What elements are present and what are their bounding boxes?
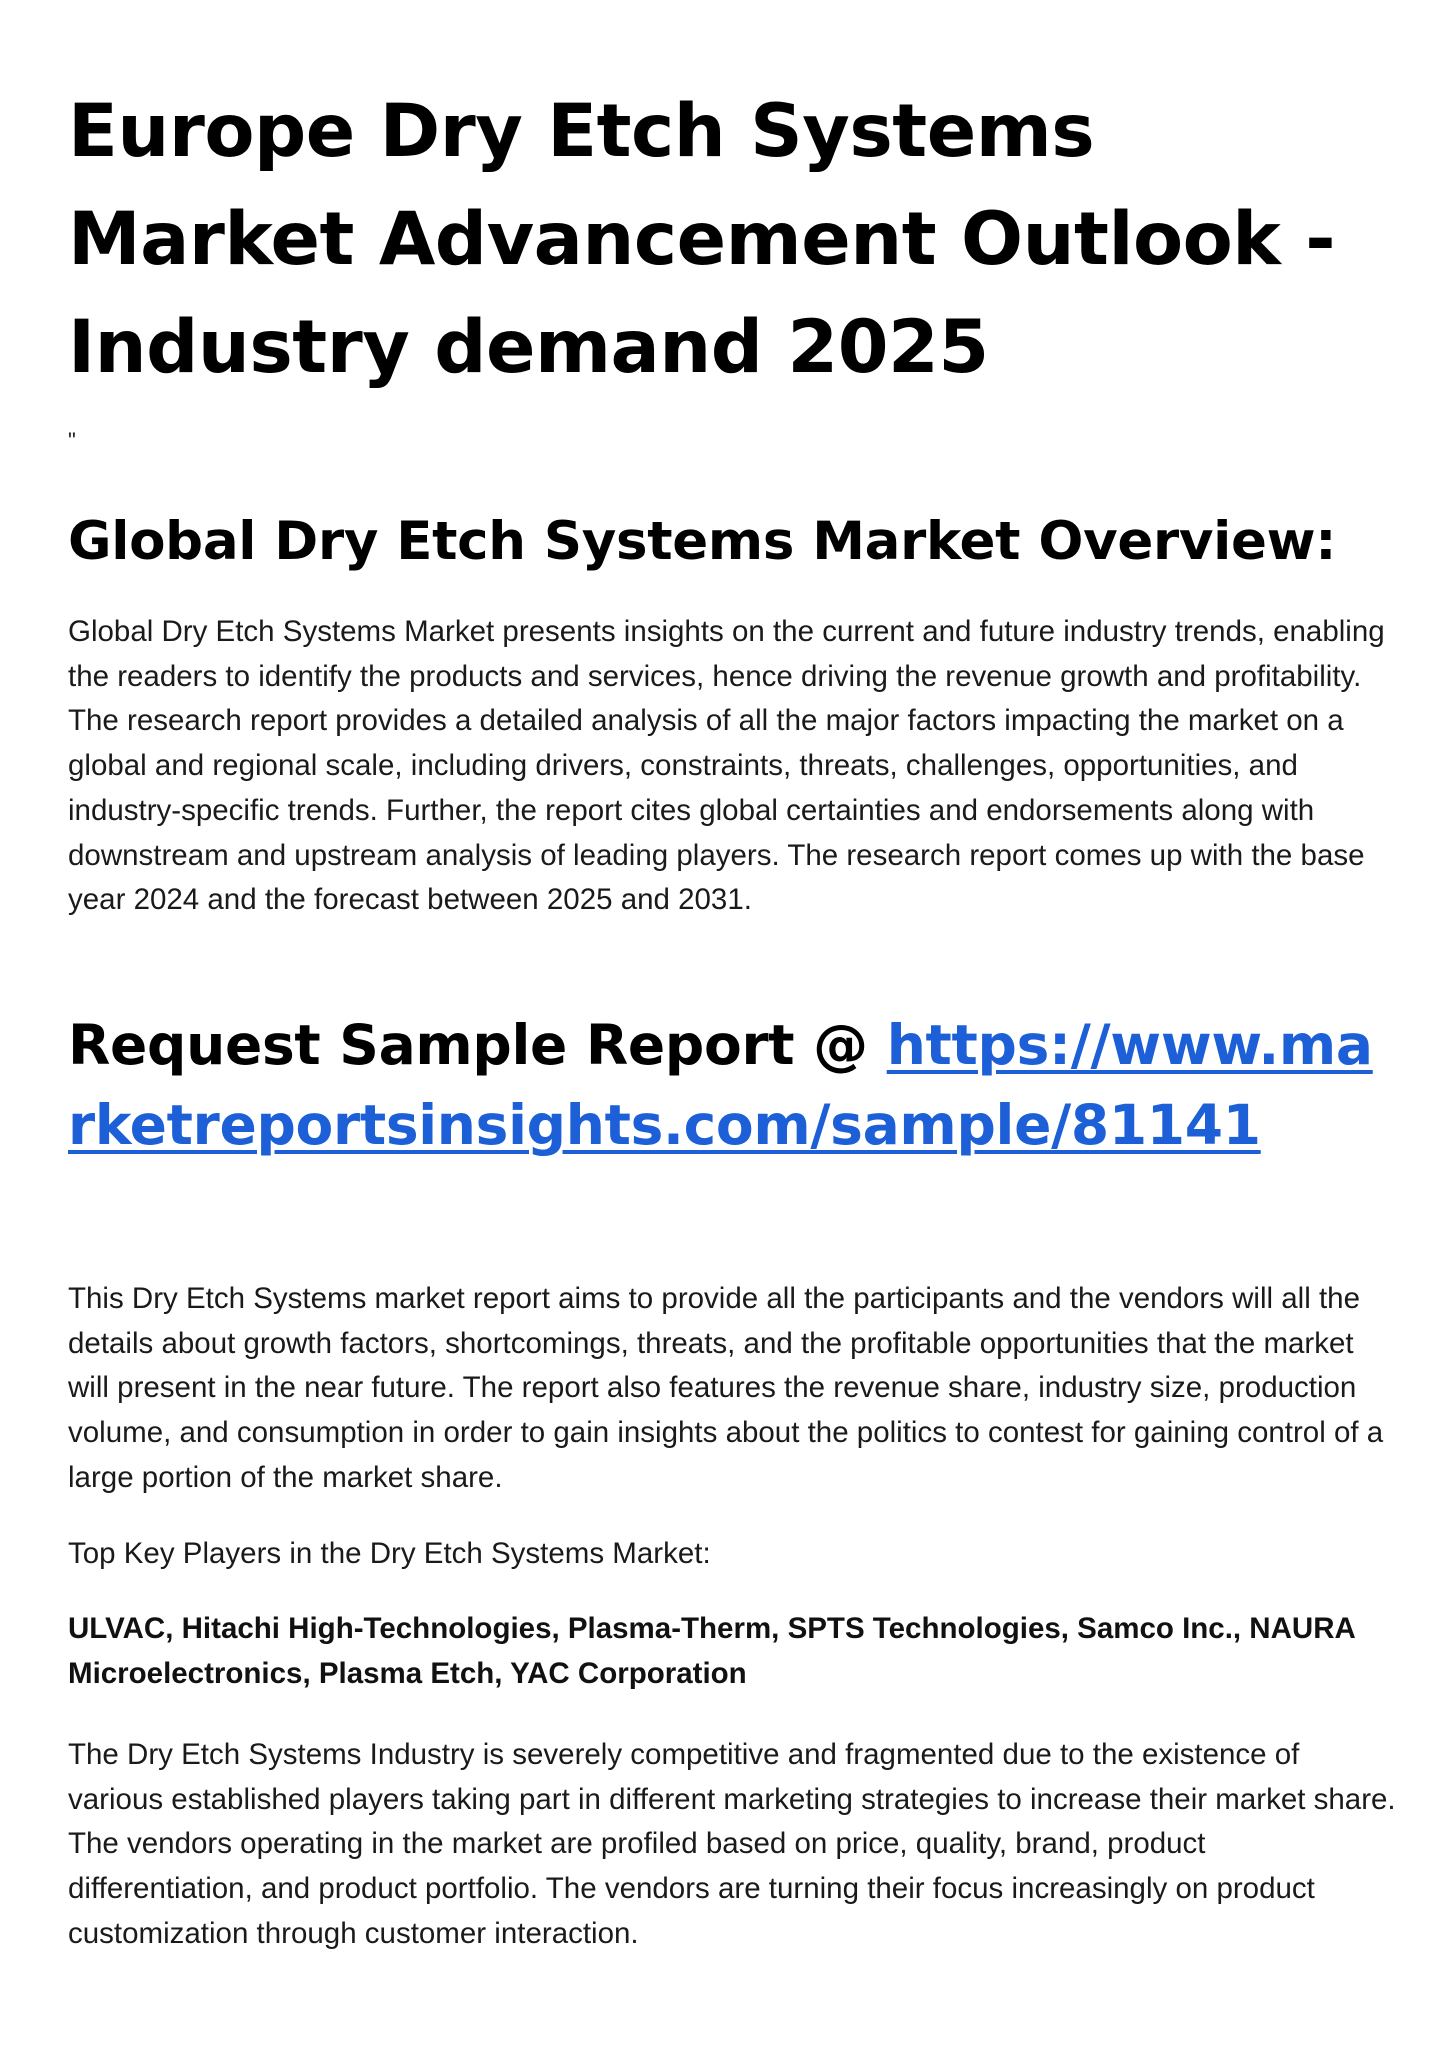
competition-paragraph: The Dry Etch Systems Industry is severely competitive and fragmented due to the existence of various established players taking part in different marketing strategies to increase their market share. The vendors operating in the market are profiled based on price, quality, brand, product differentiation, and product portfolio. The vendors are turning their focus increasingly on product customization through customer interaction. — [68, 1738, 1396, 1950]
request-sample-heading — [68, 1005, 1398, 1165]
sample-report-link[interactable]: https://www.marketreportsinsights.com/sample/81141 — [68, 1013, 1373, 1157]
key-players-list: ULVAC, Hitachi High-Technologies, Plasma-Therm, SPTS Technologies, Samco Inc., NAURA Microelectronics, Plasma Etch, YAC Corporation — [68, 1612, 1355, 1690]
key-players-label: Top Key Players in the Dry Etch Systems Market: — [68, 1537, 711, 1570]
document-title: Europe Dry Etch Systems Market Advancement Outlook - Industry demand 2025 — [68, 89, 1336, 390]
overview-heading: Global Dry Etch Systems Market Overview: — [68, 511, 1337, 572]
overview-paragraph: Global Dry Etch Systems Market presents insights on the current and future industry trends, enabling the readers to identify the products and services, hence driving the revenue growth and profitability. The research report provides a detailed analysis of all the major factors impacting the market on a global and regional scale, including drivers, constraints, threats, challenges, opportunities, and industry-specific trends. Further, the report cites global certainties and endorsements along with downstream and upstream analysis of leading players. The research report comes up with the base year 2024 and the forecast between 2025 and 2031. — [68, 615, 1385, 917]
request-sample-label: Request Sample Report @ — [68, 1013, 887, 1077]
stray-quote-mark: " — [68, 428, 76, 453]
report-purpose-paragraph: This Dry Etch Systems market report aims to provide all the participants and the vendors will all the details about growth factors, shortcomings, threats, and the profitable opportunities that the market will present in the near future. The report also features the revenue share, industry size, production volume, and consumption in order to gain insights about the politics to contest for gaining control of a large portion of the market share. — [68, 1282, 1384, 1494]
